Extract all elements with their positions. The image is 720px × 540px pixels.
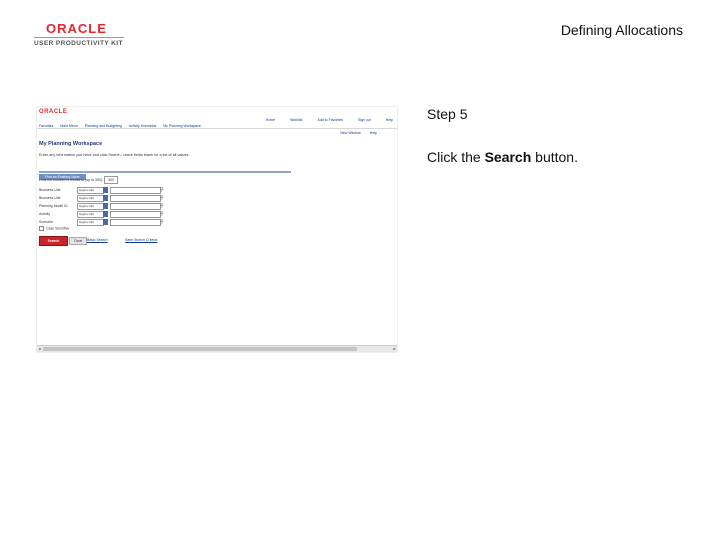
field-value-input[interactable] [110,203,161,210]
field-label: Scenario [39,220,53,224]
scroll-right-icon[interactable]: ▸ [393,346,396,351]
page-help-link[interactable]: Help [369,131,377,135]
logo-product: USER PRODUCTIVITY KIT [34,37,124,47]
document-title: Defining Allocations [560,22,683,38]
search-tab-bar [39,165,291,179]
scrollbar-thumb[interactable] [43,347,357,351]
step-instruction [427,149,578,165]
operator-select[interactable]: begins with [77,195,104,202]
operator-select[interactable]: begins with [77,219,104,226]
app-logo: ORACLE [39,109,68,115]
operator-select[interactable]: begins with [77,187,104,194]
page-instructions: Enter any information you have and click Search. Leave fields blank for a list of all values. [39,153,190,157]
case-sensitive-option[interactable] [39,226,69,231]
breadcrumb-item[interactable]: My Planning Workspace [163,124,201,128]
field-value-input[interactable] [110,195,161,202]
instruction-text: Click the [427,149,485,165]
clear-button[interactable]: Clear [69,237,87,245]
instruction-emphasis: Search [484,149,532,165]
application-screenshot [36,106,398,353]
lookup-icon[interactable]: ⚲ [160,187,164,193]
dropdown-arrow-icon[interactable] [103,187,108,193]
operator-select[interactable]: begins with [77,211,104,218]
breadcrumb-item[interactable]: Favorites [39,124,54,128]
add-to-favorites-link[interactable]: Add to Favorites [317,118,343,122]
lookup-icon[interactable]: ⚲ [160,211,164,217]
dropdown-arrow-icon[interactable] [103,219,108,225]
app-header [37,107,397,129]
field-label: Planning Model ID [39,204,68,208]
new-window-link[interactable]: New Window [340,131,361,135]
case-sensitive-label: Case Sensitive [46,226,70,231]
logo-brand: ORACLE [46,21,107,36]
limit-label: Limit the number of results to (up to 300): [39,177,104,182]
case-sensitive-checkbox[interactable] [39,226,44,231]
operator-select[interactable]: begins with [77,203,104,210]
oracle-upk-logo [34,22,124,47]
lookup-icon[interactable]: ⚲ [160,203,164,209]
worklist-link[interactable]: Worklist [290,118,303,122]
sign-out-link[interactable]: Sign out [357,118,371,122]
utility-links [332,131,377,135]
breadcrumb-item[interactable]: Main Menu [60,124,78,128]
breadcrumb [39,124,207,128]
field-value-input[interactable] [110,219,161,226]
tab-find-existing-value[interactable]: Find an Existing Value [39,174,86,180]
search-button[interactable]: Search [39,236,68,246]
basic-search-link[interactable]: Basic Search [87,238,108,242]
save-search-criteria-link[interactable]: Save Search Criteria [125,238,158,242]
lookup-icon[interactable]: ⚲ [160,195,164,201]
top-links [252,118,393,122]
dropdown-arrow-icon[interactable] [103,203,108,209]
instruction-text-end: button. [531,149,578,165]
step-label: Step 5 [427,106,468,122]
field-label: Activity [39,212,51,216]
page-title: My Planning Workspace [39,141,103,147]
dropdown-arrow-icon[interactable] [103,195,108,201]
scroll-left-icon[interactable]: ◂ [38,346,41,351]
home-link[interactable]: Home [265,118,276,122]
field-value-input[interactable] [110,187,161,194]
field-label: Business Unit [39,188,61,192]
field-label: Business Unit [39,196,61,200]
breadcrumb-item[interactable]: Activity Scenarios [128,124,157,128]
limit-input[interactable]: 300 [104,176,118,184]
dropdown-arrow-icon[interactable] [103,211,108,217]
help-link[interactable]: Help [385,118,393,122]
lookup-icon[interactable]: ⚲ [160,219,164,225]
horizontal-scrollbar[interactable] [37,345,397,352]
breadcrumb-item[interactable]: Planning and Budgeting [84,124,122,128]
result-limit-row [39,176,118,184]
field-value-input[interactable] [110,211,161,218]
